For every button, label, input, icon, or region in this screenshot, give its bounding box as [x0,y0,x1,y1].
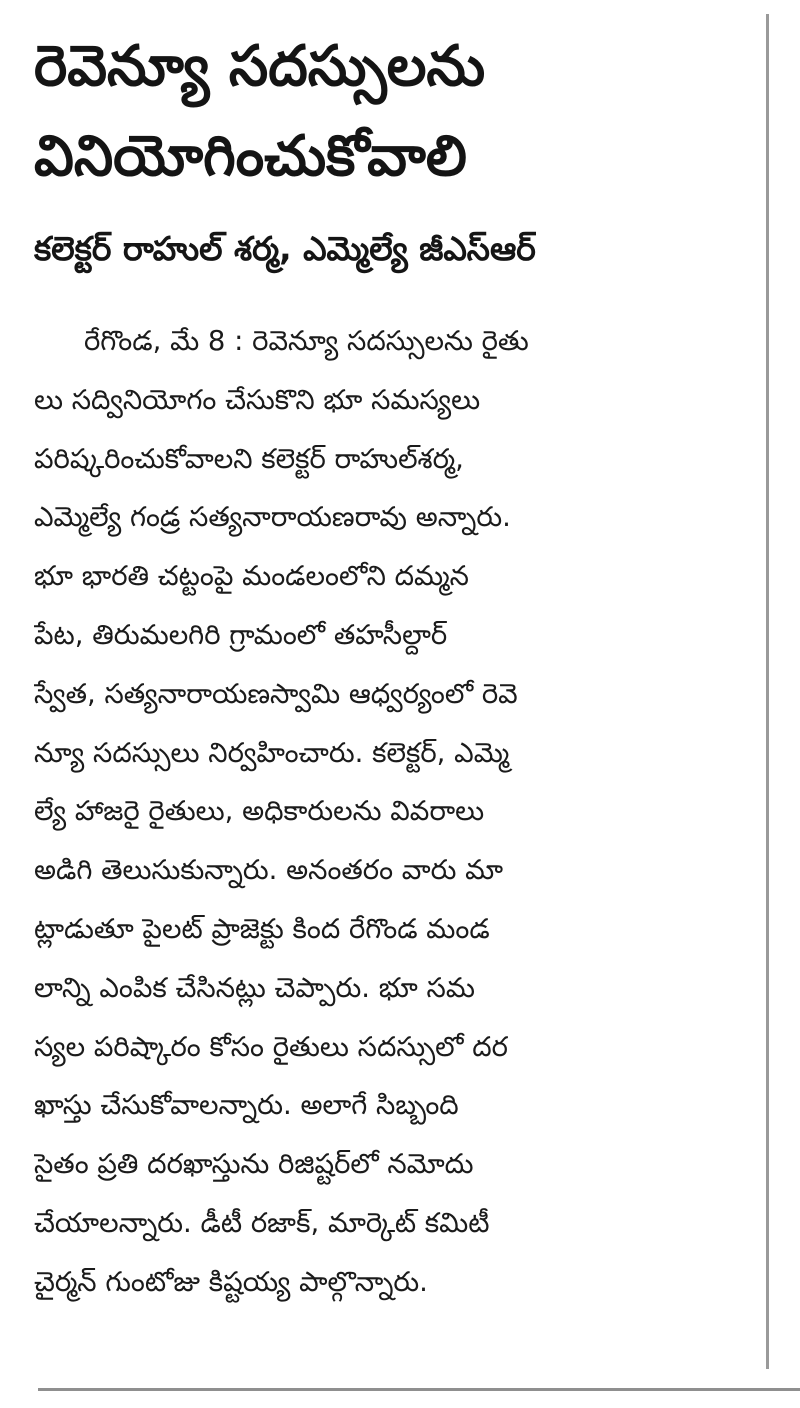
body-line: ఎమ్మెల్యే గండ్ర సత్యనారాయణరావు అన్నారు. [34,501,511,534]
body-line: చైర్మన్ గుంటోజు కిష్టయ్య పాల్గొన్నారు. [34,1265,428,1298]
bottom-divider [38,1388,800,1391]
body-line: ఖాస్తు చేసుకోవాలన్నారు. అలాగే సిబ్బంది [34,1089,459,1122]
body-line: అడిగి తెలుసుకున్నారు. అనంతరం వారు మా [34,854,504,887]
body-line: లు సద్వినియోగం చేసుకొని భూ సమస్యలు [34,383,481,416]
body-line: స్వేత, సత్యనారాయణస్వామి ఆధ్వర్యంలో రెవె [34,677,518,710]
body-line: పరిష్కరించుకోవాలని కలెక్టర్ రాహుల్‌శర్మ, [34,442,464,475]
body-line: న్యూ సదస్సులు నిర్వహించారు. కలెక్టర్, ఎమ్మె [34,736,510,769]
column-divider-right [766,14,769,1369]
body-line: భూ భారతి చట్టంపై మండలంలోని దమ్మన [34,560,469,593]
body-line: లాన్ని ఎంపిక చేసినట్లు చెప్పారు. భూ సమ [34,971,475,1004]
body-line: ల్యే హాజరై రైతులు, అధికారులను వివరాలు [34,795,485,828]
article-body [34,312,754,1312]
headline [34,22,759,202]
body-line: పేట, తిరుమలగిరి గ్రామంలో తహసీల్దార్ [34,618,448,651]
body-line: చేయాలన్నారు. డీటీ రజాక్, మార్కెట్ కమిటీ [34,1206,490,1239]
headline-line-1: రెవెన్యూ సదస్సులను [34,34,486,99]
body-line: సైతం ప్రతి దరఖాస్తును రిజిష్టర్‌లో నమోదు [34,1148,474,1181]
headline-line-2: వినియోగించుకోవాలి [34,124,467,189]
body-line: రేగొండ, మే 8 : రెవెన్యూ సదస్సులను రైతు [84,325,529,357]
body-line: స్యల పరిష్కారం కోసం రైతులు సదస్సులో దర [34,1030,508,1063]
body-line: ట్లాడుతూ పైలట్ ప్రాజెక్టు కింద రేగొండ మండ [34,912,490,945]
subheadline: కలెక్టర్ రాహుల్ శర్మ, ఎమ్మెల్యే జీఎస్ఆర్ [34,229,536,268]
